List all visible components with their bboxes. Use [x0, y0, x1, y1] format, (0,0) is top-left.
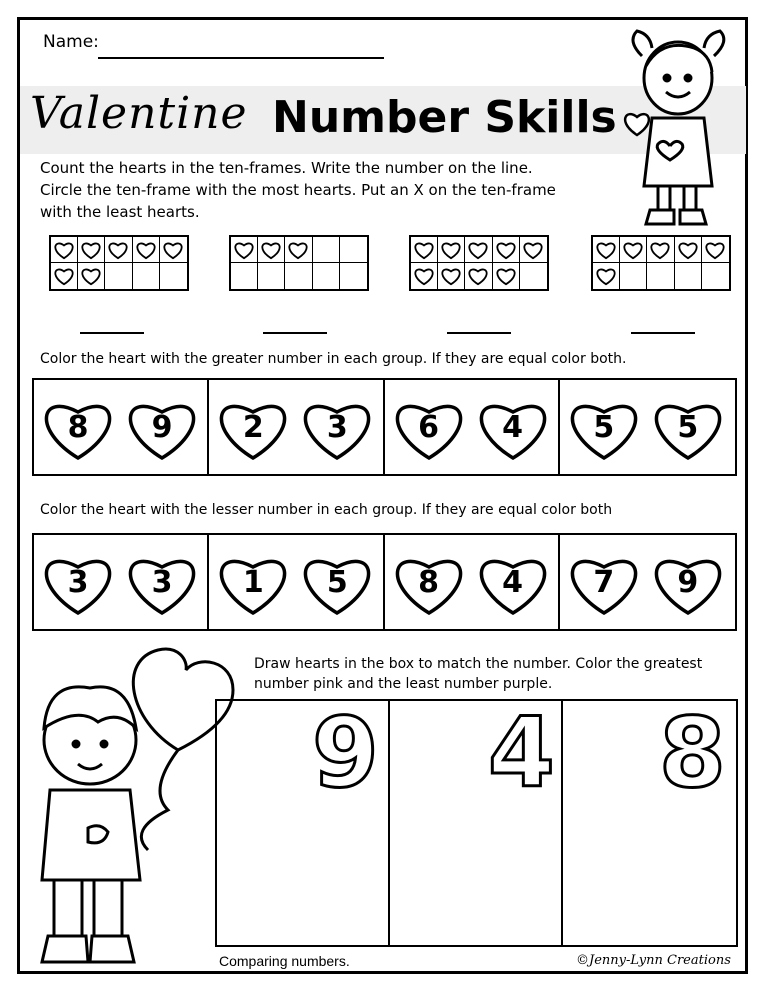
heart-number: 3 [326, 410, 348, 445]
heart-number: 4 [502, 410, 523, 445]
heart-number: 6 [418, 410, 439, 445]
heart-number: 8 [418, 565, 439, 600]
ten-frame-cell [520, 263, 547, 289]
number-heart[interactable] [213, 547, 293, 617]
heart-number: 5 [593, 410, 615, 445]
number-heart[interactable] [564, 392, 644, 462]
heart-number: 9 [677, 565, 699, 600]
greater-instructions: Color the heart with the greater number in each group. If they are equal color both. [40, 351, 627, 367]
heart-group [560, 380, 735, 474]
draw-cell-1[interactable] [217, 697, 390, 945]
heart-icon [704, 240, 726, 260]
ten-frame-cell [313, 237, 340, 263]
ten-frame-cell [620, 237, 647, 263]
boy-with-balloon-illustration [28, 640, 238, 975]
ten-frame-cell [133, 263, 160, 289]
title-script: Valentine [30, 88, 248, 139]
ten-frame-cell [702, 237, 729, 263]
heart-icon [522, 240, 544, 260]
heart-icon [440, 240, 462, 260]
ten-frame-cell [258, 263, 285, 289]
answer-line-4[interactable] [631, 332, 695, 334]
heart-icon [495, 266, 517, 286]
heart-icon [80, 266, 102, 286]
number-heart[interactable] [389, 547, 469, 617]
name-line[interactable] [98, 57, 384, 59]
ten-frame[interactable] [591, 235, 731, 291]
draw-cell-3[interactable] [563, 697, 736, 945]
number-heart[interactable] [473, 392, 553, 462]
ten-frame-cell [620, 263, 647, 289]
heart-icon [413, 266, 435, 286]
ten-frame-cell [647, 237, 674, 263]
heart-icon [53, 240, 75, 260]
heart-number: 1 [242, 565, 264, 600]
ten-frame-cell [438, 237, 465, 263]
heart-icon [413, 240, 435, 260]
ten-frame-cell [78, 237, 105, 263]
ten-frame-cell [465, 263, 492, 289]
heart-number: 3 [151, 565, 173, 600]
ten-frame-cell [133, 237, 160, 263]
heart-number: 7 [593, 565, 615, 600]
number-heart[interactable] [38, 547, 118, 617]
heart-group [385, 535, 560, 629]
draw-instructions: Draw hearts in the box to match the number. Color the greatest number pink and the least number purple. [254, 656, 703, 692]
ten-frame-cell [702, 263, 729, 289]
ten-frame-cell [675, 263, 702, 289]
ten-frame-cell [78, 263, 105, 289]
number-heart[interactable] [389, 392, 469, 462]
ten-frame[interactable] [409, 235, 549, 291]
heart-group [385, 380, 560, 474]
ten-frame-cell [411, 263, 438, 289]
heart-number: 9 [151, 410, 173, 445]
ten-frame-cell [313, 263, 340, 289]
draw-cell-2[interactable] [390, 697, 563, 945]
ten-frame-cell [105, 237, 132, 263]
name-label: Name: [43, 32, 99, 52]
ten-frame-cell [411, 237, 438, 263]
heart-icon [53, 266, 75, 286]
ten-frame-cell [285, 263, 312, 289]
ten-frame-cell [231, 263, 258, 289]
heart-icon [162, 240, 184, 260]
heart-icon [595, 266, 617, 286]
heart-group [34, 380, 209, 474]
page-title: Number Skills [272, 92, 617, 143]
heart-number: 3 [67, 565, 89, 600]
ten-frame-cell [340, 263, 367, 289]
heart-icon [467, 240, 489, 260]
outline-number: 4 [488, 697, 555, 809]
heart-icon [440, 266, 462, 286]
heart-icon [233, 240, 255, 260]
heart-number: 5 [326, 565, 348, 600]
heart-icon [80, 240, 102, 260]
ten-frame-cell [51, 237, 78, 263]
ten-frame-cell [647, 263, 674, 289]
ten-frame-cell [493, 263, 520, 289]
heart-balloon-icon [622, 108, 652, 138]
heart-icon [135, 240, 157, 260]
ten-frame-cell [675, 237, 702, 263]
number-heart[interactable] [122, 547, 202, 617]
number-heart[interactable] [564, 547, 644, 617]
number-heart[interactable] [122, 392, 202, 462]
answer-line-3[interactable] [447, 332, 511, 334]
ten-frame-cell [593, 237, 620, 263]
heart-icon [622, 240, 644, 260]
lesser-heart-row [32, 533, 737, 631]
outline-number: 9 [312, 697, 379, 809]
heart-icon [260, 240, 282, 260]
heart-group [209, 380, 384, 474]
ten-frame-instructions: Count the hearts in the ten-frames. Write the number on the line. Circle the ten-frame with the most hearts. Put an X on the ten-frame with the least hearts. [40, 159, 556, 221]
heart-icon [677, 240, 699, 260]
ten-frame-cell [493, 237, 520, 263]
ten-frame[interactable] [49, 235, 189, 291]
number-heart[interactable] [297, 392, 377, 462]
ten-frame-cell [340, 237, 367, 263]
ten-frame-cell [258, 237, 285, 263]
number-heart[interactable] [297, 547, 377, 617]
heart-number: 5 [677, 410, 699, 445]
heart-icon [467, 266, 489, 286]
ten-frame-cell [160, 263, 187, 289]
ten-frame-cell [160, 237, 187, 263]
ten-frame-cell [465, 237, 492, 263]
footer-label: Comparing numbers. [219, 953, 350, 969]
heart-number: 8 [67, 410, 89, 445]
heart-icon [495, 240, 517, 260]
answer-line-2[interactable] [263, 332, 327, 334]
greater-heart-row [32, 378, 737, 476]
ten-frame-cell [51, 263, 78, 289]
heart-group [34, 535, 209, 629]
heart-number: 2 [242, 410, 264, 445]
ten-frame-cell [593, 263, 620, 289]
heart-icon [107, 240, 129, 260]
ten-frame-cell [105, 263, 132, 289]
ten-frame[interactable] [229, 235, 369, 291]
heart-number: 4 [502, 565, 523, 600]
number-heart[interactable] [38, 392, 118, 462]
heart-icon [595, 240, 617, 260]
number-heart[interactable] [648, 392, 728, 462]
heart-icon [287, 240, 309, 260]
heart-group [560, 535, 735, 629]
ten-frame-cell [438, 263, 465, 289]
ten-frame-cell [231, 237, 258, 263]
outline-number: 8 [659, 697, 726, 809]
lesser-instructions: Color the heart with the lesser number in each group. If they are equal color both [40, 502, 613, 518]
ten-frame-cell [285, 237, 312, 263]
number-heart[interactable] [648, 547, 728, 617]
copyright: ©Jenny-Lynn Creations [576, 953, 731, 968]
ten-frame-cell [520, 237, 547, 263]
heart-icon [649, 240, 671, 260]
draw-hearts-box [215, 699, 738, 947]
answer-line-1[interactable] [80, 332, 144, 334]
number-heart[interactable] [473, 547, 553, 617]
heart-group [209, 535, 384, 629]
number-heart[interactable] [213, 392, 293, 462]
